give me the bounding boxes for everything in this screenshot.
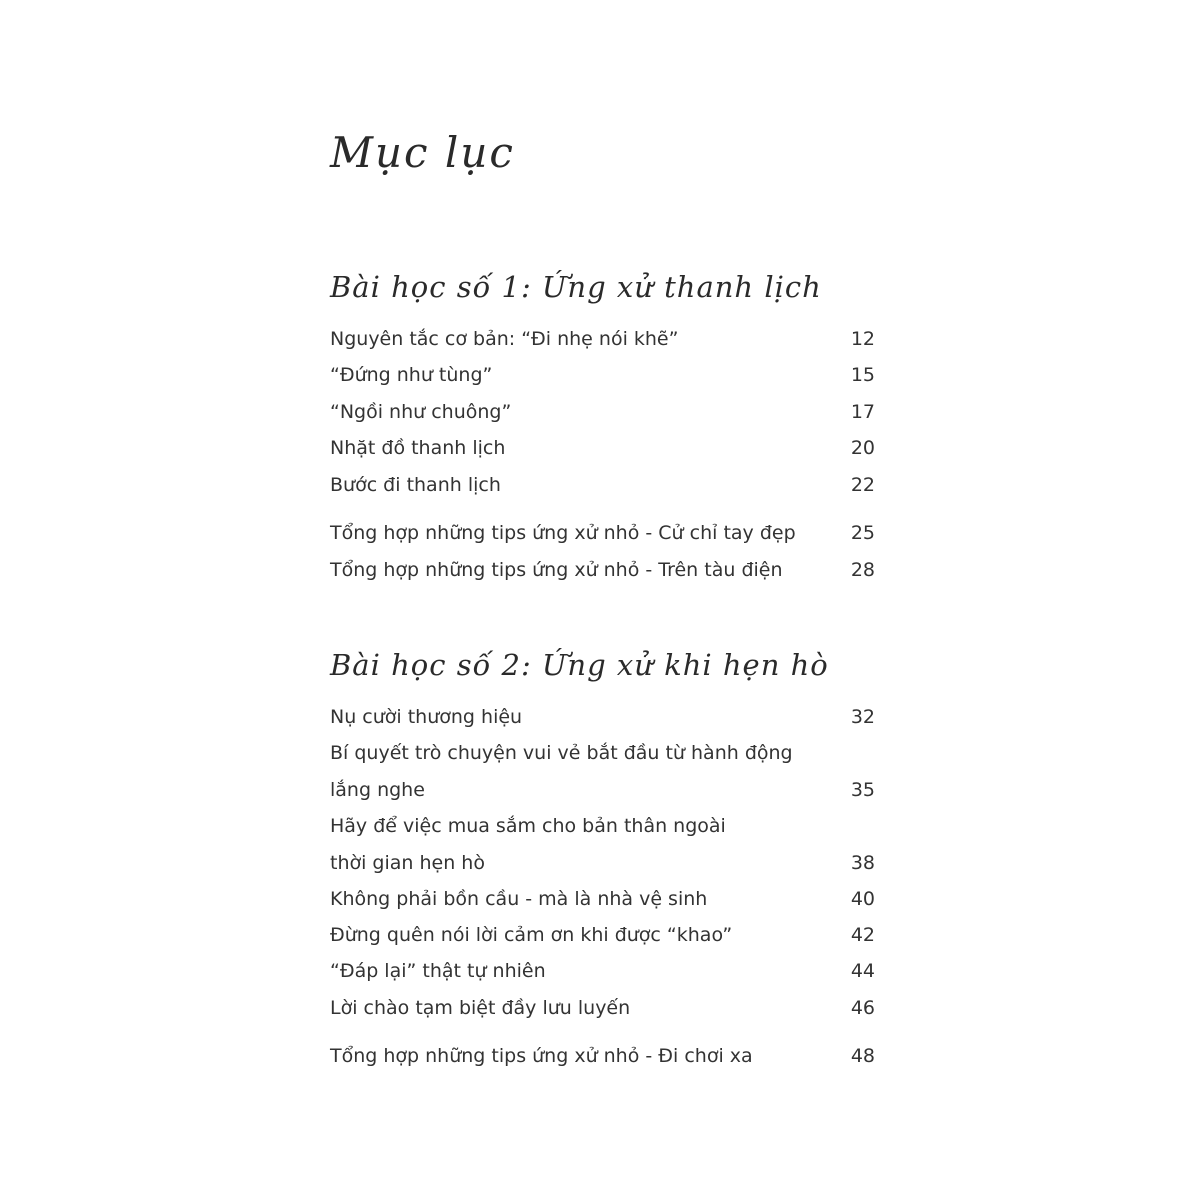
toc-entry-page: 20 — [850, 437, 875, 459]
toc-entry-title: Nụ cười thương hiệu — [330, 706, 523, 728]
toc-entry-title: “Đứng như tùng” — [330, 364, 493, 386]
toc-entry-title-continued: thời gian hẹn hò — [330, 852, 485, 874]
toc-entry — [330, 920, 875, 950]
toc-entry — [330, 884, 875, 914]
toc-entry-title: “Đáp lại” thật tự nhiên — [330, 960, 546, 982]
toc-entry-page: 44 — [850, 960, 875, 982]
toc-entry — [330, 433, 875, 463]
toc-entry-line-2 — [330, 848, 875, 878]
toc-entry-title: “Ngồi như chuông” — [330, 401, 512, 423]
toc-entry — [330, 702, 875, 732]
toc-entry-page: 42 — [850, 924, 875, 946]
toc-entry-title: Tổng hợp những tips ứng xử nhỏ - Đi chơi xa — [330, 1045, 753, 1067]
toc-entry — [330, 324, 875, 354]
toc-entry-title: Lời chào tạm biệt đầy lưu luyến — [330, 997, 631, 1019]
toc-entry-page: 22 — [850, 474, 875, 496]
toc-entry-page: 28 — [850, 559, 875, 581]
toc-entry-title: Nguyên tắc cơ bản: “Đi nhẹ nói khẽ” — [330, 328, 679, 350]
toc-entry-title: Tổng hợp những tips ứng xử nhỏ - Trên tàu điện — [330, 559, 783, 581]
toc-entry-title: Bí quyết trò chuyện vui vẻ bắt đầu từ hành động — [330, 742, 793, 764]
toc-entry — [330, 1041, 875, 1071]
toc-entry-page: 15 — [850, 364, 875, 386]
toc-entry-line-2 — [330, 775, 875, 805]
toc-entry-page: 25 — [850, 522, 875, 544]
toc-entry-title: Nhặt đồ thanh lịch — [330, 437, 506, 459]
toc-entry-line-1 — [330, 811, 875, 841]
toc-entry-title-continued: lắng nghe — [330, 779, 425, 801]
toc-entry-page: 32 — [850, 706, 875, 728]
toc-entry-page: 12 — [850, 328, 875, 350]
toc-entry-page: 48 — [850, 1045, 875, 1067]
section-heading-1: Bài học số 1: Ứng xử thanh lịch — [330, 270, 822, 304]
toc-entry-page: 38 — [850, 852, 875, 874]
toc-entry — [330, 518, 875, 548]
section-heading-2: Bài học số 2: Ứng xử khi hẹn hò — [330, 648, 829, 682]
toc-entry — [330, 993, 875, 1023]
toc-entry-line-1 — [330, 738, 875, 768]
toc-entry-page: 40 — [850, 888, 875, 910]
toc-entry-title: Tổng hợp những tips ứng xử nhỏ - Cử chỉ tay đẹp — [330, 522, 796, 544]
toc-entry-title: Không phải bồn cầu - mà là nhà vệ sinh — [330, 888, 708, 910]
toc-entry-page: 17 — [850, 401, 875, 423]
toc-entry — [330, 470, 875, 500]
toc-entry — [330, 956, 875, 986]
toc-entry-title: Bước đi thanh lịch — [330, 474, 501, 496]
toc-entry-title: Đừng quên nói lời cảm ơn khi được “khao” — [330, 924, 733, 946]
toc-entry-page: 46 — [850, 997, 875, 1019]
toc-entry-title: Hãy để việc mua sắm cho bản thân ngoài — [330, 815, 726, 837]
page-title: Mục lục — [330, 128, 515, 177]
toc-entry — [330, 360, 875, 390]
toc-entry — [330, 555, 875, 585]
toc-entry-page: 35 — [850, 779, 875, 801]
toc-entry — [330, 397, 875, 427]
